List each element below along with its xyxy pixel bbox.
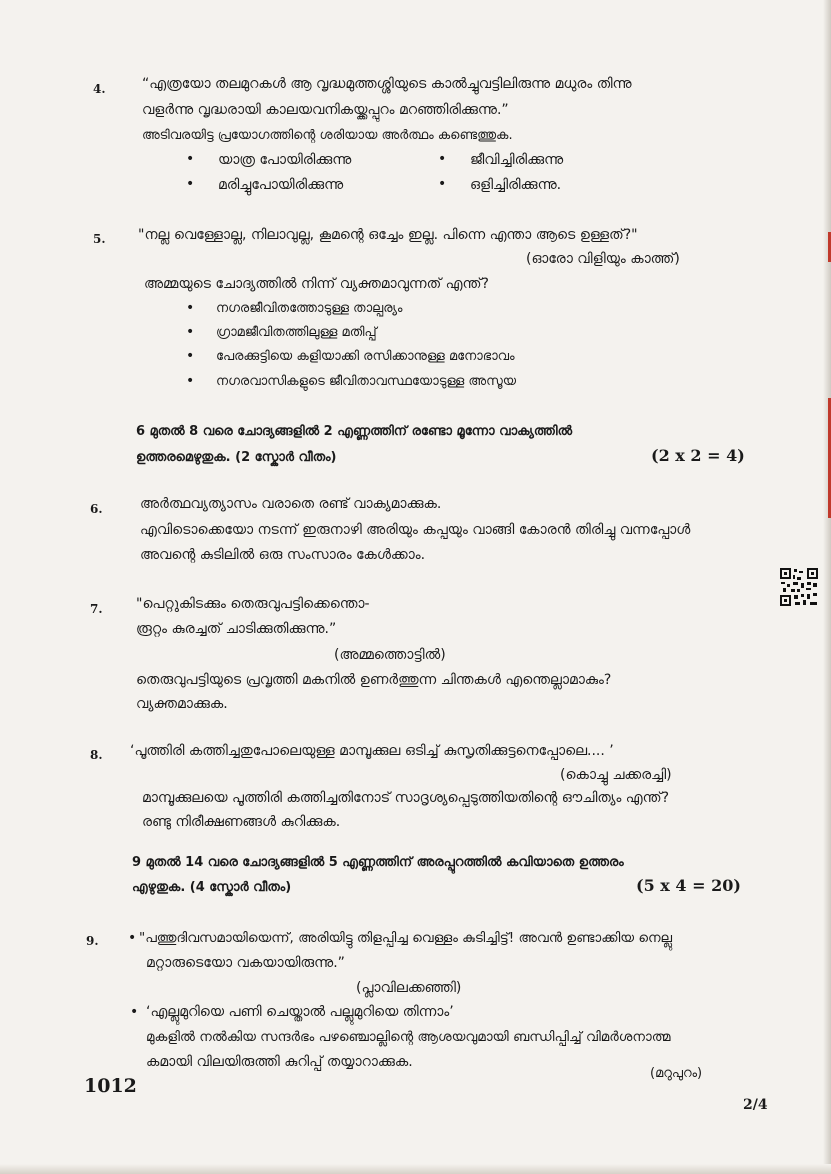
bullet-icon: • [186, 151, 195, 167]
bullet-icon: • [186, 324, 195, 340]
section-instruction: ഉത്തരമെഴുതുക. (2 സ്കോർ വീതം) [136, 450, 337, 465]
question-instruction: വ്യക്തമാക്കുക. [136, 696, 228, 712]
bullet-icon: • [438, 176, 447, 192]
question-text: അവന്റെ കുടിലിൽ ഒരു സംസാരം കേൾക്കാം. [140, 547, 426, 563]
page-number: 2/4 [743, 1097, 768, 1113]
question-instruction: അർത്ഥവ്യത്യാസം വരാതെ രണ്ട് വാക്യമാക്കുക. [140, 496, 442, 512]
question-text: വളർന്നു വൃദ്ധരായി കാലയവനികയ്ക്കപ്പുറം മറഞ്ഞിരിക്കുന്നു.” [142, 102, 509, 118]
question-number: 7. [90, 602, 103, 616]
question-text: "പെറ്റുകിടക്കും തെരുവുപട്ടിക്കെന്തൊ- [136, 596, 370, 612]
source-citation: (കൊച്ചു ചക്കരച്ചി) [560, 767, 672, 783]
question-instruction: തെരുവുപട്ടിയുടെ പ്രവൃത്തി മകനിൽ ഉണർത്തുന്ന ചിന്തകൾ എന്തെല്ലാമാകും? [136, 672, 612, 688]
option-text: പേരക്കുട്ടിയെ കളിയാക്കി രസിക്കാനുള്ള മനോഭാവം [216, 349, 515, 364]
qr-code-icon [779, 567, 819, 607]
question-instruction: രണ്ടു നിരീക്ഷണങ്ങൾ കുറിക്കുക. [142, 814, 341, 830]
bullet-icon: • [186, 348, 195, 364]
question-text: ‘പൂത്തിരി കത്തിച്ചതുപോലെയുള്ള മാമ്പൂക്കുല ഒടിച്ച് കുസൃതിക്കുട്ടനെപ്പോലെ.... ’ [130, 743, 614, 759]
section-instruction: എഴുതുക. (4 സ്കോർ വീതം) [132, 880, 292, 895]
question-instruction: മാമ്പൂക്കുലയെ പൂത്തിരി കത്തിച്ചതിനോട് സാദൃശ്യപ്പെടുത്തിയതിന്റെ ഔചിത്യം എന്ത്? [142, 790, 670, 806]
page-edge-shadow [823, 0, 831, 1174]
question-instruction: അടിവരയിട്ട പ്രയോഗത്തിന്റെ ശരിയായ അർത്ഥം കണ്ടെത്തുക. [142, 128, 513, 143]
proverb-text: ‘എല്ലുമുറിയെ പണി ചെയ്താൽ പല്ലുമുറിയെ തിന്നാം’ [146, 1004, 454, 1020]
bullet-icon: • [186, 176, 195, 192]
option-text: ഗ്രാമജീവിതത്തിലുള്ള മതിപ്പ് [216, 325, 377, 340]
bullet-icon: • [186, 300, 195, 316]
question-instruction: അമ്മയുടെ ചോദ്യത്തിൽ നിന്ന് വ്യക്തമാവുന്നത് എന്ത്? [144, 276, 489, 292]
question-text: എവിടൊക്കെയോ നടന്ന് ഇരുനാഴി അരിയും കപ്പയും വാങ്ങി കോരൻ തിരിച്ചു വന്നപ്പോൾ [140, 522, 691, 538]
question-number: 9. [86, 934, 99, 948]
section-score: (2 x 2 = 4) [651, 446, 745, 465]
source-citation: (പ്ലാവിലക്കഞ്ഞി) [356, 980, 462, 996]
page-edge-shadow [0, 1164, 831, 1174]
question-text: മറ്റാരുടെയോ വകയായിരുന്നു.” [146, 955, 345, 971]
source-citation: (ഓരോ വിളിയും കാത്ത്) [526, 251, 680, 267]
question-text: "നല്ല വെള്ളോല്ല, നിലാവുല്ല, കൂമന്റെ ഒച്ചേം ഇല്ല. പിന്നെ എന്താ ആടെ ഉള്ളത്?" [138, 227, 638, 243]
section-instruction: 6 മുതൽ 8 വരെ ചോദ്യങ്ങളിൽ 2 എണ്ണത്തിന് രണ്ടോ മൂന്നോ വാക്യത്തിൽ [136, 424, 573, 439]
bullet-icon: • [186, 373, 195, 389]
question-text: രൂറ്റം കുരച്ചത് ചാടിക്കുതിക്കുന്നു.” [136, 621, 337, 637]
question-number: 5. [93, 232, 106, 246]
section-score: (5 x 4 = 20) [636, 876, 741, 895]
bullet-icon: • [130, 1004, 139, 1020]
bullet-icon: • [128, 930, 137, 946]
option-text: നഗരവാസികളുടെ ജീവിതാവസ്ഥയോടുള്ള അസൂയ [216, 374, 517, 389]
option-text: മരിച്ചുപോയിരിക്കുന്നു [218, 177, 344, 193]
option-text: ഒളിച്ചിരിക്കുന്നു. [470, 177, 562, 193]
question-number: 6. [90, 502, 103, 516]
source-citation: (അമ്മത്തൊട്ടിൽ) [334, 647, 446, 663]
bullet-icon: • [438, 151, 447, 167]
continue-note: (മറുപുറം) [650, 1066, 703, 1081]
question-text: “എത്രയോ തലമുറകൾ ആ വൃദ്ധമുത്തശ്ശിയുടെ കാൽച്ചുവട്ടിലിരുന്നു മധുരം തിന്നു [142, 76, 632, 92]
question-instruction: കമായി വിലയിരുത്തി കുറിപ്പ് തയ്യാറാക്കുക. [146, 1054, 413, 1070]
question-number: 4. [93, 82, 106, 96]
option-text: യാത്ര പോയിരിക്കുന്നു [218, 152, 352, 168]
option-text: നഗരജീവിതത്തോടുള്ള താല്പര്യം [216, 301, 403, 316]
question-text: "പത്തുദിവസമായിയെന്ന്, അരിയിട്ടു തിളപ്പിച്ച വെള്ളം കുടിച്ചിട്ട്! അവൻ ഉണ്ടാക്കിയ നെല്ലു [139, 930, 673, 946]
question-instruction: മുകളിൽ നൽകിയ സന്ദർഭം പഴഞ്ചൊല്ലിന്റെ ആശയവുമായി ബന്ധിപ്പിച്ച് വിമർശനാത്മ [146, 1029, 671, 1045]
paper-code: 1012 [84, 1075, 137, 1097]
option-text: ജീവിച്ചിരിക്കുന്നു [470, 152, 564, 168]
section-instruction: 9 മുതൽ 14 വരെ ചോദ്യങ്ങളിൽ 5 എണ്ണത്തിന് അരപ്പുറത്തിൽ കവിയാതെ ഉത്തരം [132, 855, 624, 870]
question-number: 8. [90, 748, 103, 762]
